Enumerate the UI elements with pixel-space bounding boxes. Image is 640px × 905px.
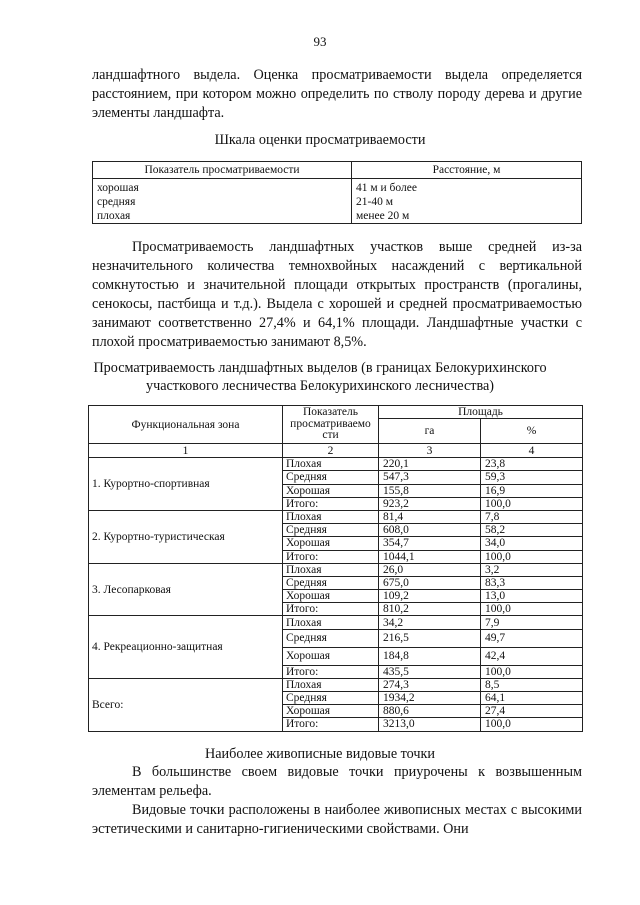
header-ha: га [379, 419, 481, 444]
zone-label: 2. Курортно-туристическая [89, 510, 283, 563]
area-percent-cell: 59,3 [481, 471, 583, 484]
paragraph-intro: ландшафтного выдела. Оценка просматриваемости выдела определяется расстоянием, при котором можно определить по стволу породу дерева и другие элементы ландшафта. [92, 67, 582, 121]
indicator-cell: Хорошая [283, 484, 379, 497]
table-row [93, 209, 582, 224]
area-percent-cell: 100,0 [481, 718, 583, 731]
indicator-cell: Итого: [283, 497, 379, 510]
area-ha-cell: 354,7 [379, 537, 481, 550]
area-ha-cell: 880,6 [379, 705, 481, 718]
table-row [93, 179, 582, 196]
indicator-cell: Средняя [283, 576, 379, 589]
area-ha-cell: 675,0 [379, 576, 481, 589]
column-number: 4 [481, 444, 583, 458]
scale-table-title: Шкала оценки просматриваемости [214, 132, 426, 148]
area-ha-cell: 435,5 [379, 665, 481, 678]
area-ha-cell: 1044,1 [379, 550, 481, 563]
area-percent-cell: 49,7 [481, 629, 583, 647]
indicator-cell: Плохая [283, 563, 379, 576]
area-percent-cell: 27,4 [481, 705, 583, 718]
paragraph-visibility: Просматриваемость ландшафтных участков выше средней из-за незначительного количества темнохвойных насаждений с вертикальной сомкнутостью и значительной площади открытых пространств (прогалины, сенокосы, пастбища и т.д.). Выдела с хорошей и средней просматриваемостью занимают соответственно 27,4% и 64,1% площади. Ландшафтные участки с плохой просматриваемостью занимают 8,5%. [92, 239, 582, 350]
section-title: Наиболее живописные видовые точки [204, 746, 436, 762]
page-number: 93 [313, 34, 327, 49]
indicator-cell: Итого: [283, 718, 379, 731]
zone-label: 3. Лесопарковая [89, 563, 283, 616]
area-percent-cell: 7,8 [481, 510, 583, 523]
area-ha-cell: 923,2 [379, 497, 481, 510]
zone-label: 4. Рекреационно-защитная [89, 616, 283, 678]
area-ha-cell: 155,8 [379, 484, 481, 497]
indicator-cell: Средняя [283, 524, 379, 537]
area-percent-cell: 8,5 [481, 678, 583, 691]
scale-header-indicator: Показатель просматриваемости [93, 162, 352, 179]
area-percent-cell: 100,0 [481, 497, 583, 510]
indicator-cell: Хорошая [283, 537, 379, 550]
area-percent-cell: 16,9 [481, 484, 583, 497]
scale-cell: плохая [93, 209, 352, 224]
area-ha-cell: 216,5 [379, 629, 481, 647]
scale-header-distance: Расстояние, м [352, 162, 582, 179]
area-ha-cell: 3213,0 [379, 718, 481, 731]
area-ha-cell: 608,0 [379, 524, 481, 537]
zone-label-total: Всего: [89, 678, 283, 731]
header-percent: % [481, 419, 583, 444]
scale-cell: средняя [93, 195, 352, 209]
zone-label: 1. Курортно-спортивная [89, 458, 283, 511]
table-row [89, 678, 583, 691]
area-percent-cell: 100,0 [481, 550, 583, 563]
scale-table [92, 161, 582, 224]
paragraph-viewpoints: В большинстве своем видовые точки приурочены к возвышенным элементам рельефа. [92, 764, 582, 799]
indicator-cell: Хорошая [283, 647, 379, 665]
area-percent-cell: 3,2 [481, 563, 583, 576]
area-ha-cell: 547,3 [379, 471, 481, 484]
table-row [89, 563, 583, 576]
area-ha-cell: 26,0 [379, 563, 481, 576]
visibility-table [88, 405, 583, 732]
scale-cell: менее 20 м [352, 209, 582, 224]
area-ha-cell: 184,8 [379, 647, 481, 665]
area-ha-cell: 274,3 [379, 678, 481, 691]
paragraph-viewpoints-location: Видовые точки расположены в наиболее живописных местах с высокими эстетическими и санитарно-гигиеническими свойствами. Они [92, 802, 582, 837]
indicator-cell: Итого: [283, 603, 379, 616]
area-ha-cell: 1934,2 [379, 692, 481, 705]
column-number: 1 [89, 444, 283, 458]
area-percent-cell: 100,0 [481, 665, 583, 678]
area-percent-cell: 34,0 [481, 537, 583, 550]
area-ha-cell: 810,2 [379, 603, 481, 616]
table-row [93, 195, 582, 209]
table-row [89, 458, 583, 471]
area-ha-cell: 81,4 [379, 510, 481, 523]
indicator-cell: Плохая [283, 616, 379, 629]
indicator-cell: Средняя [283, 629, 379, 647]
column-number: 2 [283, 444, 379, 458]
scale-cell: 41 м и более [352, 179, 582, 196]
area-ha-cell: 109,2 [379, 590, 481, 603]
area-percent-cell: 23,8 [481, 458, 583, 471]
indicator-cell: Итого: [283, 550, 379, 563]
table-row [89, 616, 583, 629]
indicator-cell: Хорошая [283, 705, 379, 718]
table-row [89, 510, 583, 523]
area-ha-cell: 220,1 [379, 458, 481, 471]
area-ha-cell: 34,2 [379, 616, 481, 629]
scale-cell: хорошая [93, 179, 352, 196]
area-percent-cell: 58,2 [481, 524, 583, 537]
scale-cell: 21-40 м [352, 195, 582, 209]
area-percent-cell: 100,0 [481, 603, 583, 616]
area-percent-cell: 42,4 [481, 647, 583, 665]
indicator-cell: Плохая [283, 678, 379, 691]
indicator-cell: Плохая [283, 458, 379, 471]
area-percent-cell: 64,1 [481, 692, 583, 705]
header-area: Площадь [379, 406, 583, 419]
indicator-cell: Средняя [283, 471, 379, 484]
header-indicator: Показатель просматриваемо сти [283, 406, 379, 444]
area-percent-cell: 7,9 [481, 616, 583, 629]
column-number: 3 [379, 444, 481, 458]
indicator-cell: Итого: [283, 665, 379, 678]
area-percent-cell: 83,3 [481, 576, 583, 589]
area-percent-cell: 13,0 [481, 590, 583, 603]
header-zone: Функциональная зона [89, 406, 283, 444]
indicator-cell: Хорошая [283, 590, 379, 603]
indicator-cell: Плохая [283, 510, 379, 523]
indicator-cell: Средняя [283, 692, 379, 705]
visibility-table-title: Просматриваемость ландшафтных выделов (в границах Белокурихинского участкового лесничества Белокурихинского лесничества) [93, 360, 547, 394]
